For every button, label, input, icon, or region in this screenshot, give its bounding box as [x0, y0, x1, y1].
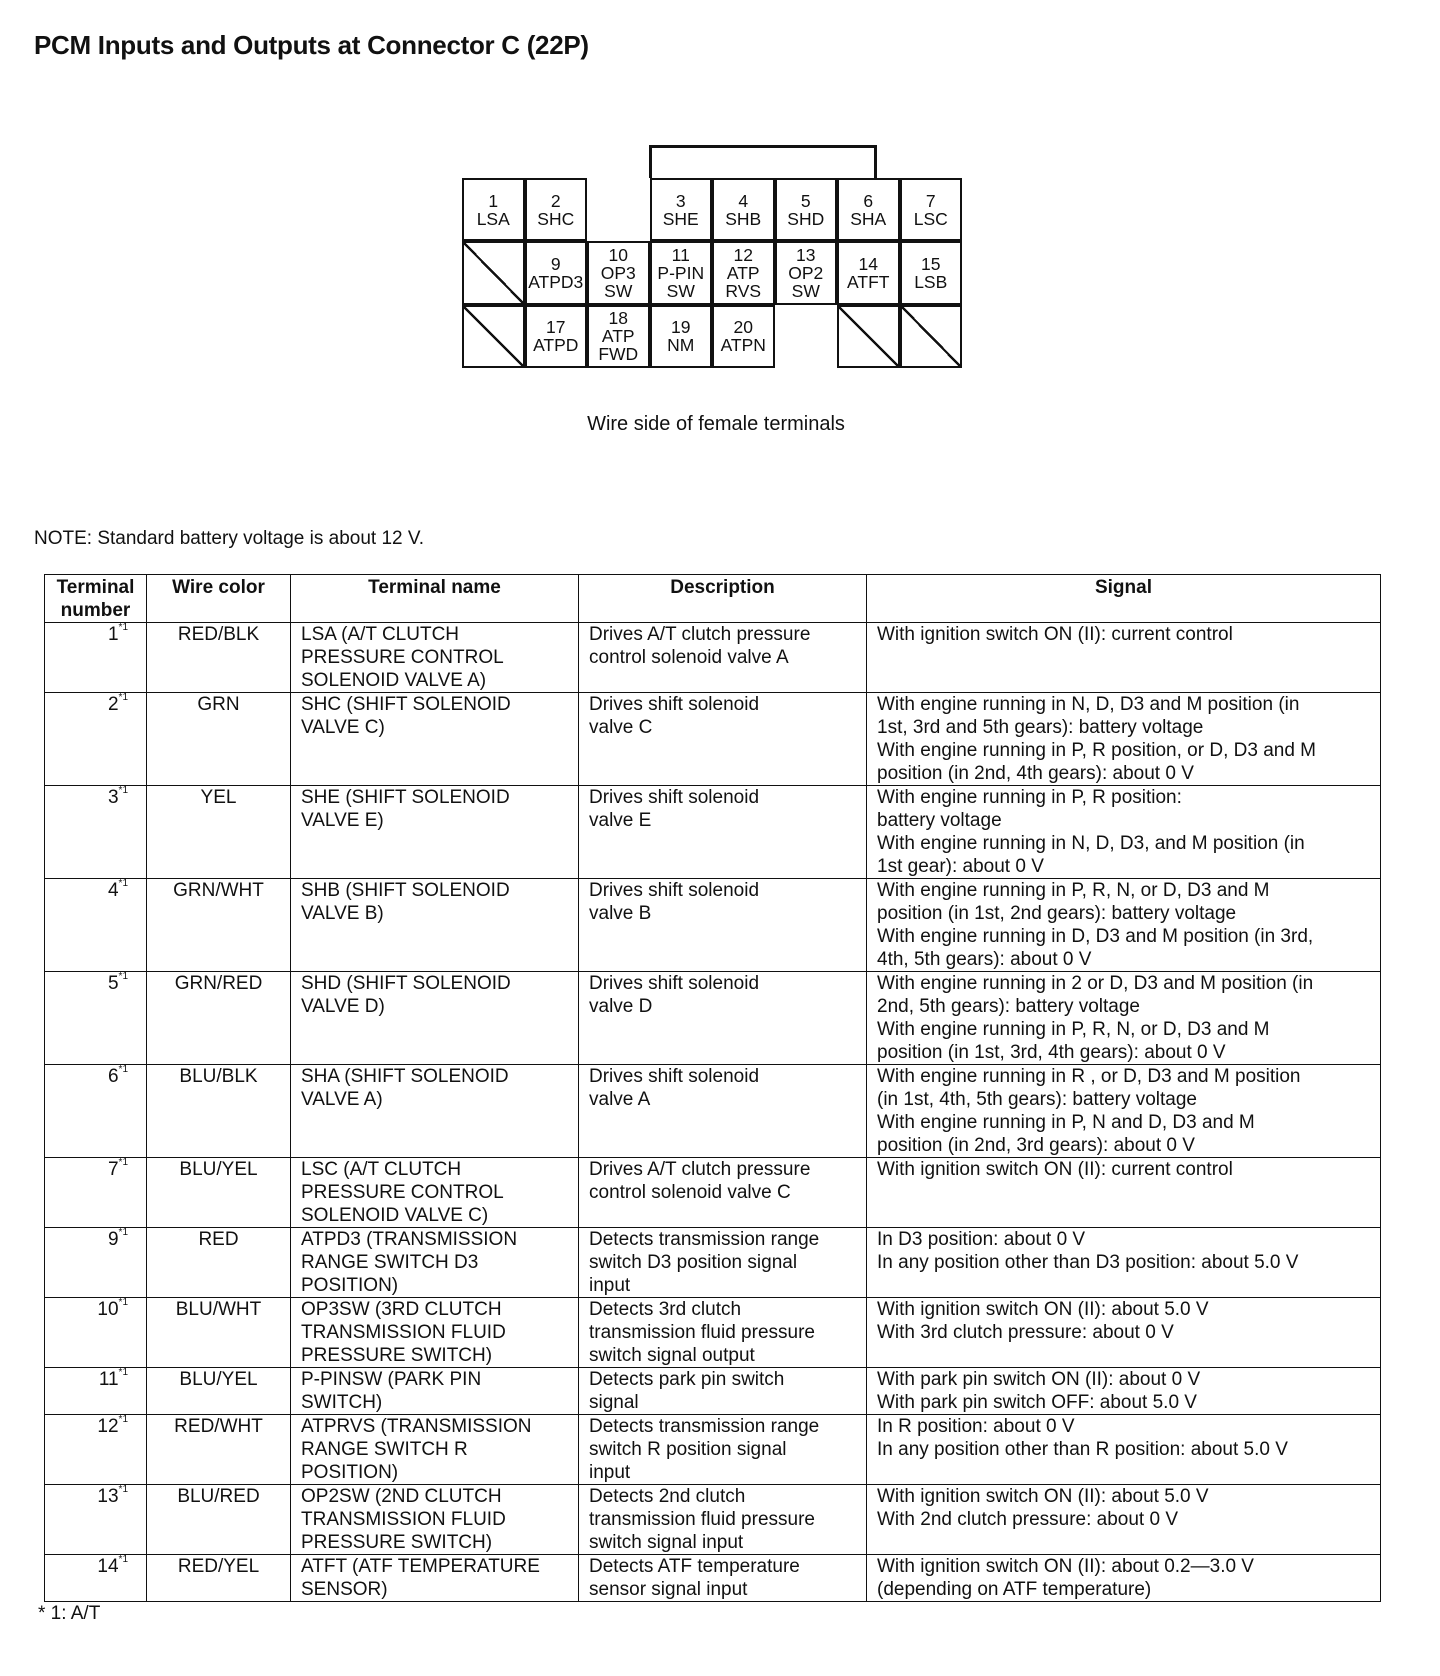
header-label: Terminal name	[368, 577, 501, 598]
header-signal	[867, 575, 1381, 623]
terminal-number: 5	[107, 973, 119, 994]
connector-terminal	[650, 305, 713, 368]
signal-cell	[867, 972, 1381, 1065]
terminal-number-cell	[45, 1158, 147, 1228]
footnote-ref: *1	[118, 1554, 128, 1565]
connector-terminal	[525, 178, 588, 241]
signal-cell	[867, 1298, 1381, 1368]
table-row	[45, 1298, 1381, 1368]
wire-color: GRN	[197, 694, 240, 715]
terminal-name: ATFT (ATF TEMPERATURE SENSOR)	[301, 1556, 540, 1600]
connector-cell-unused	[900, 305, 963, 368]
description-cell	[579, 693, 867, 786]
wire-color-cell	[147, 1158, 291, 1228]
wire-color-cell	[147, 879, 291, 972]
description-cell	[579, 972, 867, 1065]
terminal-label: 4 SHB	[725, 190, 762, 229]
signal-cell	[867, 1158, 1381, 1228]
table-row	[45, 1065, 1381, 1158]
connector-caption: Wire side of female terminals	[587, 413, 845, 435]
description-cell	[579, 1368, 867, 1415]
page-title: PCM Inputs and Outputs at Connector C (22P)	[34, 30, 589, 60]
signal-cell	[867, 1368, 1381, 1415]
terminal-number-cell	[45, 1228, 147, 1298]
terminal-number: 11	[98, 1369, 119, 1390]
terminal-label: 17 ATPD	[533, 317, 579, 356]
terminal-name: LSA (A/T CLUTCH PRESSURE CONTROL SOLENOID VALVE A)	[301, 624, 504, 691]
terminal-number: 12	[97, 1416, 119, 1437]
terminal-number-cell	[45, 972, 147, 1065]
footnote: * 1: A/T	[38, 1603, 101, 1624]
wire-color: BLU/RED	[177, 1486, 260, 1507]
footnote-ref: *1	[118, 622, 128, 633]
terminal-table	[44, 574, 1381, 1602]
header-label: Terminal number	[56, 577, 135, 621]
signal-cell	[867, 1065, 1381, 1158]
terminal-name: OP3SW (3RD CLUTCH TRANSMISSION FLUID PRESSURE SWITCH)	[301, 1299, 506, 1366]
description-cell	[579, 1415, 867, 1485]
wire-color-cell	[147, 1555, 291, 1602]
connector-cell-unused	[462, 305, 525, 368]
description-cell	[579, 1065, 867, 1158]
header-terminal-number	[45, 575, 147, 623]
header-wire-color	[147, 575, 291, 623]
terminal-number: 4	[107, 880, 119, 901]
terminal-name: SHA (SHIFT SOLENOID VALVE A)	[301, 1066, 509, 1110]
connector-terminal	[587, 305, 650, 368]
terminal-number: 14	[97, 1556, 119, 1577]
terminal-name-cell	[291, 1065, 579, 1158]
description: Detects 3rd clutch transmission fluid pressure switch signal output	[589, 1299, 815, 1366]
footnote-ref: *1	[118, 692, 128, 703]
signal: With ignition switch ON (II): about 5.0 V With 2nd clutch pressure: about 0 V	[877, 1486, 1209, 1530]
terminal-label: 1 LSA	[476, 190, 510, 229]
terminal-name: SHE (SHIFT SOLENOID VALVE E)	[301, 787, 510, 831]
description: Drives shift solenoid valve B	[589, 880, 760, 924]
terminal-label: 18 ATP FWD	[598, 308, 639, 365]
terminal-label: 9 ATPD3	[528, 253, 584, 292]
header-terminal-name	[291, 575, 579, 623]
terminal-name: SHB (SHIFT SOLENOID VALVE B)	[301, 880, 510, 924]
signal: With ignition switch ON (II): about 5.0 V With 3rd clutch pressure: about 0 V	[877, 1299, 1209, 1343]
signal: In R position: about 0 V In any position other than R position: about 5.0 V	[877, 1416, 1288, 1460]
table-row	[45, 879, 1381, 972]
table-row	[45, 1228, 1381, 1298]
connector-terminal	[712, 178, 775, 241]
description: Drives shift solenoid valve A	[589, 1066, 760, 1110]
footnote-ref: *1	[118, 1064, 128, 1075]
table-row	[45, 786, 1381, 879]
wire-color-cell	[147, 1228, 291, 1298]
terminal-name-cell	[291, 786, 579, 879]
terminal-name-cell	[291, 1158, 579, 1228]
terminal-name: ATPD3 (TRANSMISSION RANGE SWITCH D3 POSITION)	[301, 1229, 518, 1296]
terminal-label: 11 P-PIN SW	[657, 244, 705, 301]
terminal-label: 13 OP2 SW	[788, 244, 824, 301]
connector-terminal	[587, 241, 650, 304]
signal: With park pin switch ON (II): about 0 V With park pin switch OFF: about 5.0 V	[877, 1369, 1201, 1413]
connector-terminal	[837, 241, 900, 304]
signal-cell	[867, 1485, 1381, 1555]
terminal-number: 10	[97, 1299, 119, 1320]
wire-color-cell	[147, 786, 291, 879]
header-description	[579, 575, 867, 623]
terminal-number-cell	[45, 693, 147, 786]
terminal-name-cell	[291, 1298, 579, 1368]
terminal-name: LSC (A/T CLUTCH PRESSURE CONTROL SOLENOID VALVE C)	[301, 1159, 504, 1226]
connector-terminal	[525, 305, 588, 368]
signal: With ignition switch ON (II): current control	[877, 624, 1233, 645]
terminal-number-cell	[45, 1368, 147, 1415]
footnote-ref: *1	[118, 1367, 128, 1378]
wire-color: RED/BLK	[177, 624, 260, 645]
signal-cell	[867, 623, 1381, 693]
wire-color: BLU/YEL	[179, 1159, 258, 1180]
connector-terminal	[775, 241, 838, 304]
terminal-label: 6 SHA	[850, 190, 887, 229]
signal: With engine running in P, R position: battery voltage With engine running in N, D, D3, and M position (in 1st gear): about 0 V	[877, 787, 1305, 877]
connector-terminal	[462, 178, 525, 241]
terminal-number-cell	[45, 1555, 147, 1602]
connector-terminal	[712, 305, 775, 368]
signal-cell	[867, 1228, 1381, 1298]
table-row	[45, 1415, 1381, 1485]
terminal-label: 12 ATP RVS	[725, 244, 762, 301]
table-row	[45, 1368, 1381, 1415]
description: Detects ATF temperature sensor signal input	[589, 1556, 800, 1600]
table-row	[45, 623, 1381, 693]
wire-color-cell	[147, 623, 291, 693]
wire-color: RED/YEL	[177, 1556, 260, 1577]
signal-cell	[867, 693, 1381, 786]
terminal-label: 20 ATPN	[720, 317, 766, 356]
header-label: Description	[670, 577, 775, 598]
signal: With engine running in R , or D, D3 and M position (in 1st, 4th, 5th gears): battery voltage With engine running in P, N and D, D3 and M position (in 2nd, 3rd gears): about 0 V	[877, 1066, 1301, 1156]
connector-terminal	[900, 178, 963, 241]
description: Drives shift solenoid valve E	[589, 787, 760, 831]
terminal-number: 13	[97, 1486, 119, 1507]
wire-color: GRN/RED	[174, 973, 263, 994]
signal-cell	[867, 1415, 1381, 1485]
connector-hood	[649, 145, 877, 178]
table-header-row	[45, 575, 1381, 623]
header-label: Signal	[1094, 577, 1152, 598]
terminal-name-cell	[291, 693, 579, 786]
wire-color-cell	[147, 1415, 291, 1485]
connector-terminal	[712, 241, 775, 304]
footnote-ref: *1	[118, 785, 128, 796]
terminal-label: 3 SHE	[662, 190, 699, 229]
description: Drives A/T clutch pressure control solenoid valve A	[589, 624, 811, 668]
description-cell	[579, 1298, 867, 1368]
signal-cell	[867, 1555, 1381, 1602]
description-cell	[579, 1555, 867, 1602]
header-label: Wire color	[172, 577, 265, 598]
terminal-name: P-PINSW (PARK PIN SWITCH)	[301, 1369, 482, 1413]
connector-terminal	[525, 241, 588, 304]
terminal-number: 6	[107, 1066, 119, 1087]
footnote-ref: *1	[118, 1414, 128, 1425]
terminal-name: ATPRVS (TRANSMISSION RANGE SWITCH R POSITION)	[301, 1416, 532, 1483]
terminal-name-cell	[291, 972, 579, 1065]
wire-color-cell	[147, 1368, 291, 1415]
terminal-number: 3	[107, 787, 119, 808]
terminal-name-cell	[291, 623, 579, 693]
terminal-number-cell	[45, 879, 147, 972]
terminal-number-cell	[45, 1298, 147, 1368]
table-row	[45, 1555, 1381, 1602]
wire-color-cell	[147, 1298, 291, 1368]
terminal-name: OP2SW (2ND CLUTCH TRANSMISSION FLUID PRESSURE SWITCH)	[301, 1486, 506, 1553]
terminal-number: 7	[107, 1159, 119, 1180]
connector-terminal	[650, 241, 713, 304]
wire-color: YEL	[200, 787, 237, 808]
wire-color: BLU/WHT	[175, 1299, 262, 1320]
terminal-label: 5 SHD	[787, 190, 825, 229]
description: Drives A/T clutch pressure control solenoid valve C	[589, 1159, 811, 1203]
terminal-number-cell	[45, 1065, 147, 1158]
terminal-number-cell	[45, 1485, 147, 1555]
table-row	[45, 1158, 1381, 1228]
description: Drives shift solenoid valve C	[589, 694, 760, 738]
terminal-number-cell	[45, 1415, 147, 1485]
wire-color: RED	[198, 1229, 239, 1250]
terminal-number-cell	[45, 786, 147, 879]
wire-color-cell	[147, 693, 291, 786]
terminal-label: 7 LSC	[913, 190, 948, 229]
table-row	[45, 693, 1381, 786]
terminal-label: 15 LSB	[914, 253, 948, 292]
description: Detects park pin switch signal	[589, 1369, 785, 1413]
terminal-label: 10 OP3 SW	[600, 244, 636, 301]
connector-terminal	[837, 178, 900, 241]
terminal-name-cell	[291, 1368, 579, 1415]
wire-color: GRN/WHT	[173, 880, 264, 901]
description-cell	[579, 879, 867, 972]
wire-color: BLU/YEL	[179, 1369, 258, 1390]
description: Detects 2nd clutch transmission fluid pressure switch signal input	[589, 1486, 815, 1553]
signal-cell	[867, 879, 1381, 972]
wire-color: RED/WHT	[174, 1416, 263, 1437]
terminal-number: 9	[107, 1229, 119, 1250]
terminal-label: 19 NM	[667, 317, 695, 356]
connector-caption-wrap	[0, 413, 1440, 436]
connector-terminal	[650, 178, 713, 241]
signal: With engine running in N, D, D3 and M position (in 1st, 3rd and 5th gears): battery voltage With engine running in P, R position, or D, D3 and M position (in 2nd, 4th gears): about 0 V	[877, 694, 1316, 784]
terminal-name-cell	[291, 879, 579, 972]
connector-terminal	[775, 178, 838, 241]
signal: In D3 position: about 0 V In any position other than D3 position: about 5.0 V	[877, 1229, 1299, 1273]
description: Drives shift solenoid valve D	[589, 973, 760, 1017]
description: Detects transmission range switch R position signal input	[589, 1416, 820, 1483]
description-cell	[579, 1485, 867, 1555]
signal: With engine running in 2 or D, D3 and M position (in 2nd, 5th gears): battery voltage With engine running in P, R, N, or D, D3 and M position (in 1st, 3rd, 4th gears): about 0 V	[877, 973, 1314, 1063]
description-cell	[579, 623, 867, 693]
footnote-ref: *1	[118, 971, 128, 982]
table-row	[45, 1485, 1381, 1555]
note: NOTE: Standard battery voltage is about 12 V.	[34, 528, 425, 549]
footnote-ref: *1	[118, 1227, 128, 1238]
signal-cell	[867, 786, 1381, 879]
terminal-label: 14 ATFT	[847, 253, 890, 292]
table-row	[45, 972, 1381, 1065]
wire-color: BLU/BLK	[179, 1066, 258, 1087]
terminal-name-cell	[291, 1555, 579, 1602]
terminal-name: SHC (SHIFT SOLENOID VALVE C)	[301, 694, 511, 738]
footnote-ref: *1	[118, 1157, 128, 1168]
terminal-label: 2 SHC	[537, 190, 575, 229]
description-cell	[579, 1158, 867, 1228]
connector-cell-unused	[462, 241, 525, 304]
terminal-name-cell	[291, 1415, 579, 1485]
terminal-number-cell	[45, 623, 147, 693]
connector-terminal	[900, 241, 963, 304]
wire-color-cell	[147, 972, 291, 1065]
wire-color-cell	[147, 1065, 291, 1158]
wire-color-cell	[147, 1485, 291, 1555]
connector-cell-unused	[837, 305, 900, 368]
terminal-number: 1	[107, 624, 119, 645]
terminal-name-cell	[291, 1485, 579, 1555]
signal: With ignition switch ON (II): about 0.2—3.0 V (depending on ATF temperature)	[877, 1556, 1254, 1600]
terminal-number: 2	[107, 694, 119, 715]
terminal-name: SHD (SHIFT SOLENOID VALVE D)	[301, 973, 511, 1017]
description-cell	[579, 786, 867, 879]
footnote-ref: *1	[118, 1297, 128, 1308]
footnote-ref: *1	[118, 878, 128, 889]
footnote-ref: *1	[118, 1484, 128, 1495]
signal: With engine running in P, R, N, or D, D3 and M position (in 1st, 2nd gears): battery voltage With engine running in D, D3 and M position (in 3rd, 4th, 5th gears): about 0 V	[877, 880, 1314, 970]
description: Detects transmission range switch D3 position signal input	[589, 1229, 820, 1296]
description-cell	[579, 1228, 867, 1298]
connector-diagram	[462, 145, 962, 368]
signal: With ignition switch ON (II): current control	[877, 1159, 1233, 1180]
terminal-name-cell	[291, 1228, 579, 1298]
